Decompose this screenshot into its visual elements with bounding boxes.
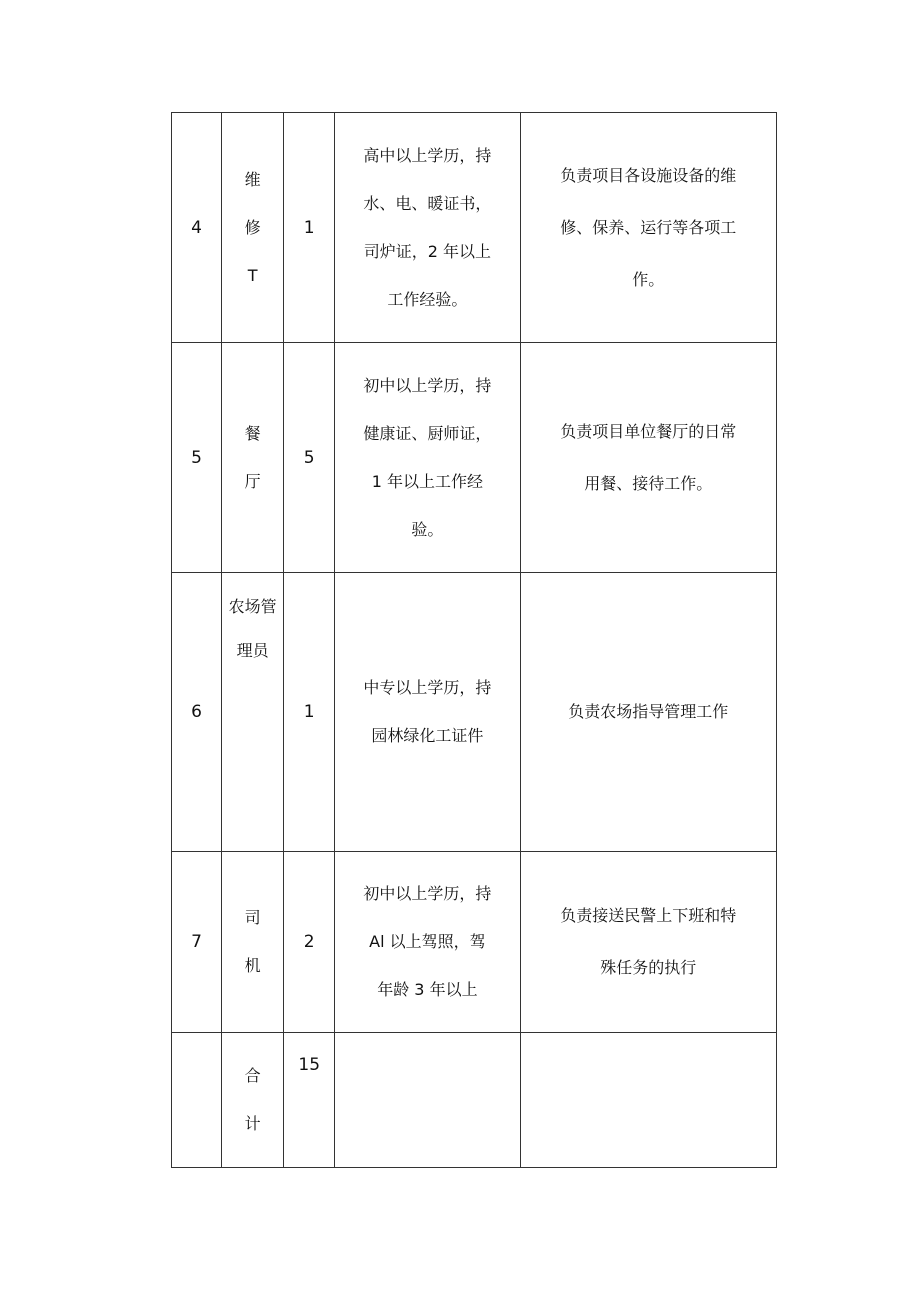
requirement-line: 司炉证，2 年以上 (363, 241, 492, 261)
requirement-line: 初中以上学历，持 (363, 884, 492, 903)
table-row (172, 343, 777, 573)
role-cell (222, 113, 284, 343)
requirement-line: 中专以上学历，持 (363, 678, 492, 697)
requirements-cell (335, 113, 520, 343)
role-text: 司 (244, 908, 261, 927)
headcount-cell: 1 (284, 113, 335, 343)
requirement-line: 年龄 3 年以上 (377, 980, 478, 999)
duty-line: 负责农场指导管理工作 (568, 702, 729, 721)
requirement-line: 工作经验。 (387, 289, 468, 309)
role-cell (222, 573, 284, 852)
duties-cell (520, 852, 776, 1033)
role-text: 餐 (244, 423, 261, 443)
role-text: 厅 (244, 471, 261, 491)
requirement-line: 高中以上学历，持 (363, 145, 492, 165)
duty-line: 负责项目单位餐厅的日常 (560, 421, 737, 441)
role-text: T (247, 265, 258, 285)
requirements-cell (335, 343, 520, 573)
role-text: 维 (244, 169, 261, 189)
duties-cell (520, 573, 776, 852)
duty-line: 负责项目各设施设备的维 (560, 165, 737, 185)
duty-line: 修、保养、运行等各项工 (560, 217, 737, 237)
total-requirements-cell (335, 1033, 520, 1168)
table-row (172, 573, 777, 852)
role-text: 农场管 (228, 597, 277, 616)
row-number: 6 (172, 573, 222, 852)
duty-line: 负责接送民警上下班和特 (560, 906, 737, 925)
requirement-line: 园林绿化工证件 (371, 726, 484, 745)
total-number-cell (172, 1033, 222, 1168)
row-number: 7 (172, 852, 222, 1033)
duties-cell (520, 343, 776, 573)
total-count-cell (284, 1033, 335, 1168)
duties-cell (520, 113, 776, 343)
role-text: 理员 (236, 641, 269, 660)
duty-line: 用餐、接待工作。 (584, 473, 713, 493)
staffing-table (171, 112, 777, 1168)
total-duties-cell (520, 1033, 776, 1168)
headcount-cell: 1 (284, 573, 335, 852)
duty-line: 殊任务的执行 (600, 958, 697, 977)
requirement-line: 验。 (411, 519, 444, 539)
requirement-line: 水、电、暖证书， (363, 193, 492, 213)
row-number: 5 (172, 343, 222, 573)
requirements-cell (335, 852, 520, 1033)
total-count: 15 (298, 1055, 321, 1075)
headcount-cell: 2 (284, 852, 335, 1033)
table-row (172, 113, 777, 343)
total-label: 计 (244, 1114, 261, 1133)
table-row (172, 852, 777, 1033)
row-number: 4 (172, 113, 222, 343)
role-cell (222, 343, 284, 573)
role-text: 机 (244, 956, 261, 975)
headcount-cell: 5 (284, 343, 335, 573)
requirements-cell (335, 573, 520, 852)
requirement-line: 健康证、厨师证， (363, 423, 492, 443)
duty-line: 作。 (632, 269, 665, 289)
role-cell (222, 852, 284, 1033)
requirement-line: Al 以上驾照，驾 (369, 932, 486, 951)
total-label: 合 (244, 1066, 261, 1085)
requirement-line: 1 年以上工作经 (371, 471, 484, 491)
total-row (172, 1033, 777, 1168)
total-label-cell (222, 1033, 284, 1168)
requirement-line: 初中以上学历，持 (363, 375, 492, 395)
role-text: 修 (244, 217, 261, 237)
